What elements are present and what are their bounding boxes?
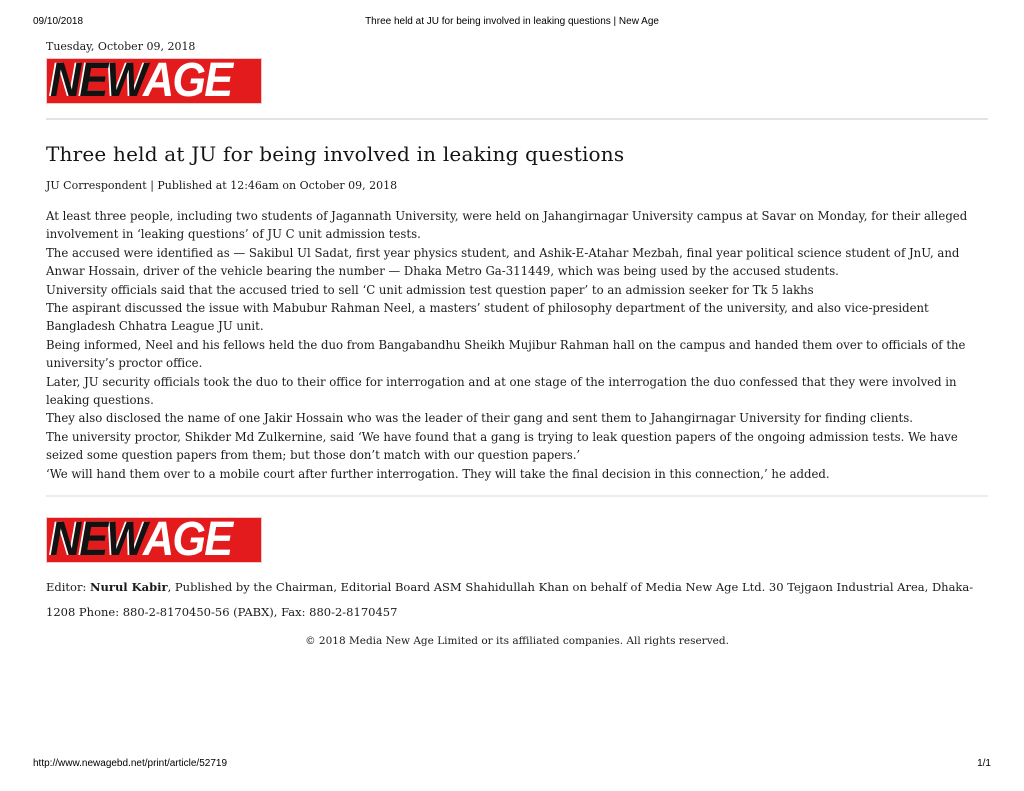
article-paragraph-5: Being informed, Neel and his fellows held the duo from Bangabandhu Sheikh Mujibur Rahman hall on the campus and handed them over to officials of the university’s proctor office. (46, 337, 966, 371)
article-paragraph-9: ‘We will hand them over to a mobile court after further interrogation. They will take the final decision in this connection,’ he added. (46, 466, 830, 481)
editor-details: , Published by the Chairman, Editorial Board ASM Shahidullah Khan on behalf of Media New Age Ltd. 30 Tejgaon Industrial Area, Dhaka-1208 Phone: 880-2-8170450-56 (PABX), Fax: 880-2-8170457 (46, 580, 974, 620)
article-byline: JU Correspondent | Published at 12:46am on October 09, 2018 (46, 179, 398, 192)
editor-line (46, 575, 988, 625)
print-header-title: Three held at JU for being involved in leaking questions | New Age (365, 16, 659, 27)
print-footer (33, 758, 991, 769)
logo-word-new: NEW (50, 58, 144, 104)
editor-name: Nurul Kabir (90, 580, 168, 595)
article-paragraph-3: University officials said that the accused tried to sell ‘C unit admission test question paper’ to an admission seeker for Tk 5 lakhs (46, 282, 814, 297)
divider-top (46, 118, 988, 120)
article-paragraph-2: The accused were identified as — Sakibul Ul Sadat, first year physics student, and Ashik-E-Atahar Mezbah, final year political science student of JnU, and Anwar Hossain, driver of the vehicle bearing the number — Dhaka Metro Ga-311449, which was being used by the accused students. (46, 245, 960, 279)
article-paragraph-7: They also disclosed the name of one Jakir Hossain who was the leader of their gang and sent them to Jahangirnagar University for finding clients. (46, 411, 913, 426)
article-headline: Three held at JU for being involved in leaking questions (46, 142, 625, 166)
print-footer-page-number: 1/1 (977, 758, 991, 769)
copyright-line: © 2018 Media New Age Limited or its affiliated companies. All rights reserved. (305, 635, 729, 648)
print-header-date: 09/10/2018 (33, 16, 84, 27)
newage-logo-footer (46, 517, 262, 563)
footer-logo-word-new: NEW (50, 517, 144, 564)
newage-logo (46, 58, 262, 104)
article-paragraph-4: The aspirant discussed the issue with Mabubur Rahman Neel, a masters’ student of philosophy department of the university, and also vice-president Bangladesh Chhatra League JU unit. (46, 301, 929, 334)
article-body (46, 207, 988, 483)
footer-logo-word-age: AGE (143, 517, 232, 564)
article-paragraph-8: The university proctor, Shikder Md Zulkernine, said ‘We have found that a gang is trying to leak question papers of the ongoing admission tests. We have seized some question papers from them; but those don’t match with our question papers.’ (46, 429, 958, 463)
print-header (0, 0, 1024, 27)
article-paragraph-1: At least three people, including two students of Jagannath University, were held on Jahangirnagar University campus at Savar on Monday, for their alleged involvement in ‘leaking questions’ of JU C unit admission tests. (46, 209, 968, 242)
newage-logo-text (50, 58, 231, 104)
divider-bottom (46, 495, 988, 497)
editor-label: Editor: (46, 580, 91, 595)
newage-logo-footer-text (50, 517, 231, 563)
masthead-date: Tuesday, October 09, 2018 (46, 40, 196, 53)
article-page (46, 40, 988, 647)
logo-word-age: AGE (143, 58, 232, 104)
print-footer-url: http://www.newagebd.net/print/article/52719 (33, 758, 228, 769)
article-paragraph-6: Later, JU security officials took the duo to their office for interrogation and at one stage of the interrogation the duo confessed that they were involved in leaking questions. (46, 374, 957, 408)
